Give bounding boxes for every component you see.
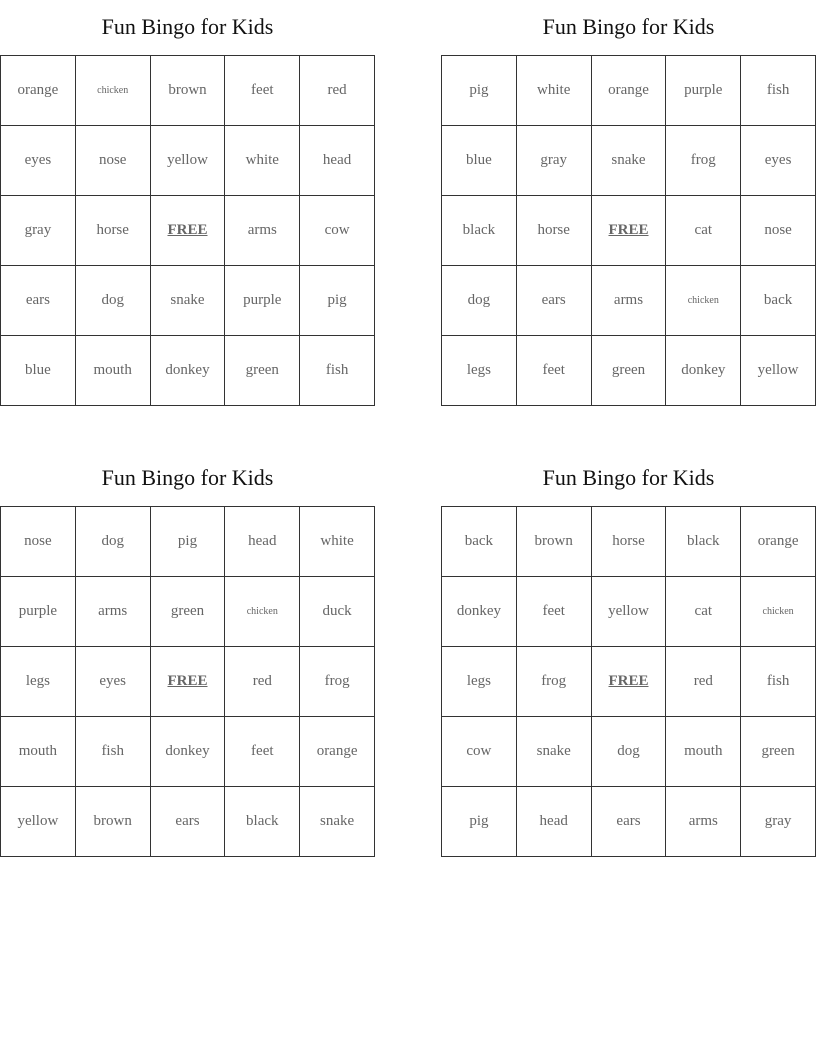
bingo-cell: legs — [1, 647, 76, 717]
bingo-cell: frog — [516, 647, 591, 717]
bingo-cell: orange — [741, 507, 816, 577]
bingo-cell: cow — [300, 196, 375, 266]
bingo-cell: eyes — [75, 647, 150, 717]
bingo-cell: duck — [300, 577, 375, 647]
bingo-cell: arms — [666, 787, 741, 857]
bingo-cell: chicken — [666, 266, 741, 336]
bingo-grid — [0, 55, 375, 406]
bingo-cell: blue — [1, 336, 76, 406]
bingo-cell: snake — [516, 717, 591, 787]
bingo-cell: eyes — [1, 126, 76, 196]
bingo-cell: pig — [150, 507, 225, 577]
bingo-cell: white — [300, 507, 375, 577]
bingo-cell: feet — [516, 336, 591, 406]
bingo-cell: chicken — [225, 577, 300, 647]
bingo-cell: gray — [516, 126, 591, 196]
bingo-cell: chicken — [741, 577, 816, 647]
bingo-cell: fish — [741, 56, 816, 126]
bingo-cell: yellow — [150, 126, 225, 196]
bingo-cell: ears — [516, 266, 591, 336]
card-title: Fun Bingo for Kids — [542, 465, 715, 490]
bingo-cell: eyes — [741, 126, 816, 196]
bingo-row — [442, 507, 816, 577]
bingo-row — [1, 336, 375, 406]
bingo-cell: white — [225, 126, 300, 196]
bingo-cell: legs — [442, 647, 517, 717]
bingo-row — [442, 577, 816, 647]
bingo-cell: green — [150, 577, 225, 647]
card-title: Fun Bingo for Kids — [101, 14, 274, 39]
bingo-cell: snake — [591, 126, 666, 196]
bingo-cell: pig — [442, 787, 517, 857]
bingo-cell: red — [225, 647, 300, 717]
bingo-cell: fish — [300, 336, 375, 406]
bingo-cell: black — [225, 787, 300, 857]
bingo-cell: white — [516, 56, 591, 126]
bingo-cell: cow — [442, 717, 517, 787]
bingo-cell: donkey — [150, 717, 225, 787]
bingo-cell: gray — [741, 787, 816, 857]
bingo-row — [1, 266, 375, 336]
bingo-row — [1, 126, 375, 196]
bingo-cell: purple — [1, 577, 76, 647]
bingo-cell: ears — [1, 266, 76, 336]
bingo-cell: pig — [442, 56, 517, 126]
bingo-cell: donkey — [150, 336, 225, 406]
bingo-cell: chicken — [75, 56, 150, 126]
bingo-cell: head — [225, 507, 300, 577]
bingo-row — [442, 647, 816, 717]
bingo-row — [442, 196, 816, 266]
bingo-cell: mouth — [1, 717, 76, 787]
bingo-cell: cat — [666, 577, 741, 647]
bingo-cell: blue — [442, 126, 517, 196]
bingo-cell: green — [225, 336, 300, 406]
bingo-row — [442, 787, 816, 857]
bingo-row — [1, 787, 375, 857]
bingo-cell: nose — [75, 126, 150, 196]
free-space-cell: FREE — [150, 647, 225, 717]
free-space-cell: FREE — [591, 196, 666, 266]
bingo-row — [442, 126, 816, 196]
bingo-cell: back — [442, 507, 517, 577]
bingo-cell: horse — [591, 507, 666, 577]
bingo-cell: feet — [225, 56, 300, 126]
card-title: Fun Bingo for Kids — [101, 465, 274, 490]
bingo-cell: frog — [300, 647, 375, 717]
bingo-cell: arms — [75, 577, 150, 647]
bingo-row — [1, 196, 375, 266]
bingo-cell: yellow — [591, 577, 666, 647]
bingo-cell: green — [741, 717, 816, 787]
bingo-cell: orange — [1, 56, 76, 126]
bingo-cell: dog — [75, 266, 150, 336]
bingo-row — [1, 577, 375, 647]
bingo-row — [1, 507, 375, 577]
bingo-cell: head — [300, 126, 375, 196]
card-title: Fun Bingo for Kids — [542, 14, 715, 39]
bingo-cell: fish — [741, 647, 816, 717]
bingo-cell: donkey — [442, 577, 517, 647]
bingo-cell: black — [666, 507, 741, 577]
bingo-cell: head — [516, 787, 591, 857]
bingo-cell: gray — [1, 196, 76, 266]
bingo-row — [442, 336, 816, 406]
bingo-cell: arms — [225, 196, 300, 266]
bingo-cell: feet — [225, 717, 300, 787]
bingo-cell: back — [741, 266, 816, 336]
bingo-cell: purple — [666, 56, 741, 126]
bingo-cell: feet — [516, 577, 591, 647]
bingo-grid — [0, 506, 375, 857]
bingo-cell: nose — [1, 507, 76, 577]
bingo-cell: orange — [300, 717, 375, 787]
bingo-cell: dog — [442, 266, 517, 336]
bingo-cell: pig — [300, 266, 375, 336]
free-space-cell: FREE — [150, 196, 225, 266]
bingo-cell: ears — [591, 787, 666, 857]
bingo-row — [442, 266, 816, 336]
bingo-cell: yellow — [741, 336, 816, 406]
bingo-grid — [441, 55, 816, 406]
bingo-cell: fish — [75, 717, 150, 787]
bingo-cell: brown — [516, 507, 591, 577]
bingo-cell: frog — [666, 126, 741, 196]
bingo-cell: orange — [591, 56, 666, 126]
bingo-cell: brown — [75, 787, 150, 857]
bingo-cell: brown — [150, 56, 225, 126]
bingo-cell: dog — [75, 507, 150, 577]
bingo-cell: yellow — [1, 787, 76, 857]
bingo-cell: horse — [75, 196, 150, 266]
bingo-grid — [441, 506, 816, 857]
bingo-cell: horse — [516, 196, 591, 266]
bingo-cell: mouth — [75, 336, 150, 406]
bingo-cell: legs — [442, 336, 517, 406]
bingo-cell: black — [442, 196, 517, 266]
bingo-row — [1, 717, 375, 787]
bingo-cell: snake — [300, 787, 375, 857]
bingo-cell: red — [666, 647, 741, 717]
bingo-row — [442, 717, 816, 787]
bingo-cell: purple — [225, 266, 300, 336]
bingo-cell: mouth — [666, 717, 741, 787]
bingo-row — [1, 56, 375, 126]
bingo-cell: ears — [150, 787, 225, 857]
bingo-cell: green — [591, 336, 666, 406]
bingo-cell: arms — [591, 266, 666, 336]
free-space-cell: FREE — [591, 647, 666, 717]
bingo-cell: snake — [150, 266, 225, 336]
bingo-cell: nose — [741, 196, 816, 266]
bingo-cell: cat — [666, 196, 741, 266]
bingo-cell: dog — [591, 717, 666, 787]
bingo-cell: donkey — [666, 336, 741, 406]
bingo-cell: red — [300, 56, 375, 126]
bingo-row — [442, 56, 816, 126]
bingo-row — [1, 647, 375, 717]
